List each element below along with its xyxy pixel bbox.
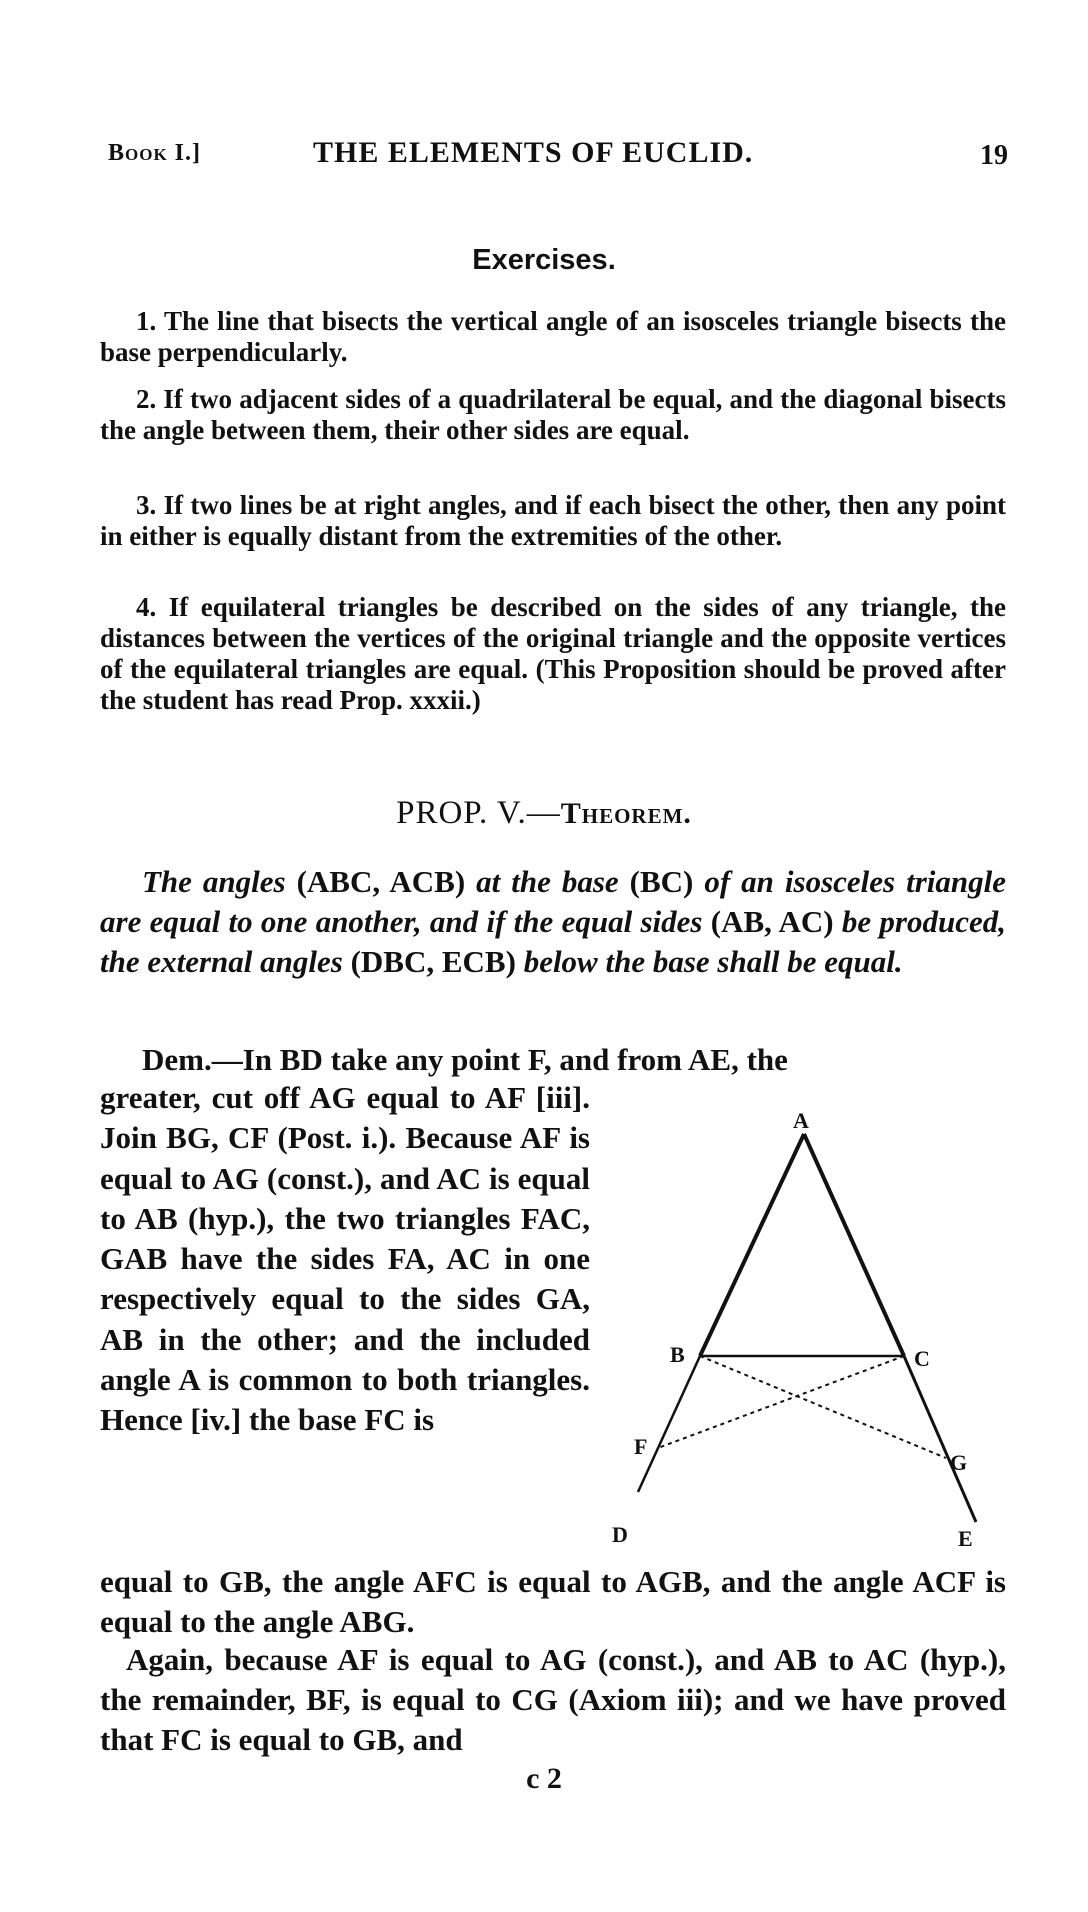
proposition-heading (0, 795, 1088, 832)
label-b: B (670, 1342, 685, 1367)
enunciation-part: (DBC, ECB) (350, 944, 516, 979)
label-c: C (914, 1346, 930, 1371)
running-title: THE ELEMENTS OF EUCLID. (313, 136, 754, 169)
enunciation-part: be produced, the external angles (100, 904, 1007, 979)
enunciation-part: (ABC, ACB) (296, 864, 466, 899)
enunciation-part: below the base shall be equal. (523, 944, 903, 979)
exercise-4: 4. If equilateral triangles be described on the sides of any triangle, the distances between the vertices of the original triangle and the opposite vertices of the equilateral triangles are equal. (This Proposition should be proved after the student has read Prop. xxxii.) (100, 592, 1006, 715)
label-a: A (793, 1108, 809, 1133)
line-bd (638, 1356, 700, 1492)
proposition-enunciation (100, 862, 1006, 982)
page-number: 19 (980, 140, 1008, 171)
line-ac (804, 1134, 904, 1356)
demonstration-after-figure: equal to GB, the angle AFC is equal to AGB, and the angle ACF is equal to the angle ABG. (100, 1564, 1006, 1639)
label-f: F (634, 1434, 648, 1459)
isosceles-triangle-figure (600, 1080, 1020, 1550)
proposition-number: PROP. V.— (396, 795, 561, 831)
exercise-3: 3. If two lines be at right angles, and if each bisect the other, then any point in either is equally distant from the extremities of the other. (100, 490, 1006, 551)
demonstration-first-line: Dem.—In BD take any point F, and from AE, the (142, 1042, 788, 1077)
enunciation-part: (BC) (629, 864, 694, 899)
label-e: E (958, 1526, 973, 1550)
running-head (108, 136, 1008, 176)
line-ab (700, 1134, 804, 1356)
enunciation-part: (AB, AC) (710, 904, 834, 939)
proposition-kind: Theorem. (560, 797, 692, 830)
enunciation-part: of an isosceles triangle are equal to one another, and if the equal sides (100, 864, 1006, 939)
exercise-2: 2. If two adjacent sides of a quadrilateral be equal, and the diagonal bisects the angle between them, their other sides are equal. (100, 384, 1006, 445)
demonstration-left-column: greater, cut off AG equal to AF [iii]. Join BG, CF (Post. i.). Because AF is equal to AG (const.), and AC is equal to AB (hyp.), the two triangles FAC, GAB have the sides FA, AC in one respectively equal to the sides GA, AB in the other; and the included angle A is common to both triangles. Hence [iv.] the base FC is (100, 1080, 590, 1438)
enunciation-part: The angles (142, 864, 286, 899)
line-ce (904, 1356, 976, 1522)
enunciation-part: at the base (476, 864, 619, 899)
demonstration-again: Again, because AF is equal to AG (const.), and AB to AC (hyp.), the remainder, BF, is equal to CG (Axiom iii); and we have proved that FC is equal to GB, and (100, 1642, 1006, 1757)
exercise-1: 1. The line that bisects the vertical angle of an isosceles triangle bisects the base perpendicularly. (100, 306, 1006, 367)
exercises-heading: Exercises. (472, 244, 616, 276)
label-d: D (612, 1522, 628, 1547)
signature-mark: c 2 (526, 1762, 562, 1795)
book-label: Book I.] (108, 140, 202, 166)
label-g: G (950, 1450, 968, 1475)
